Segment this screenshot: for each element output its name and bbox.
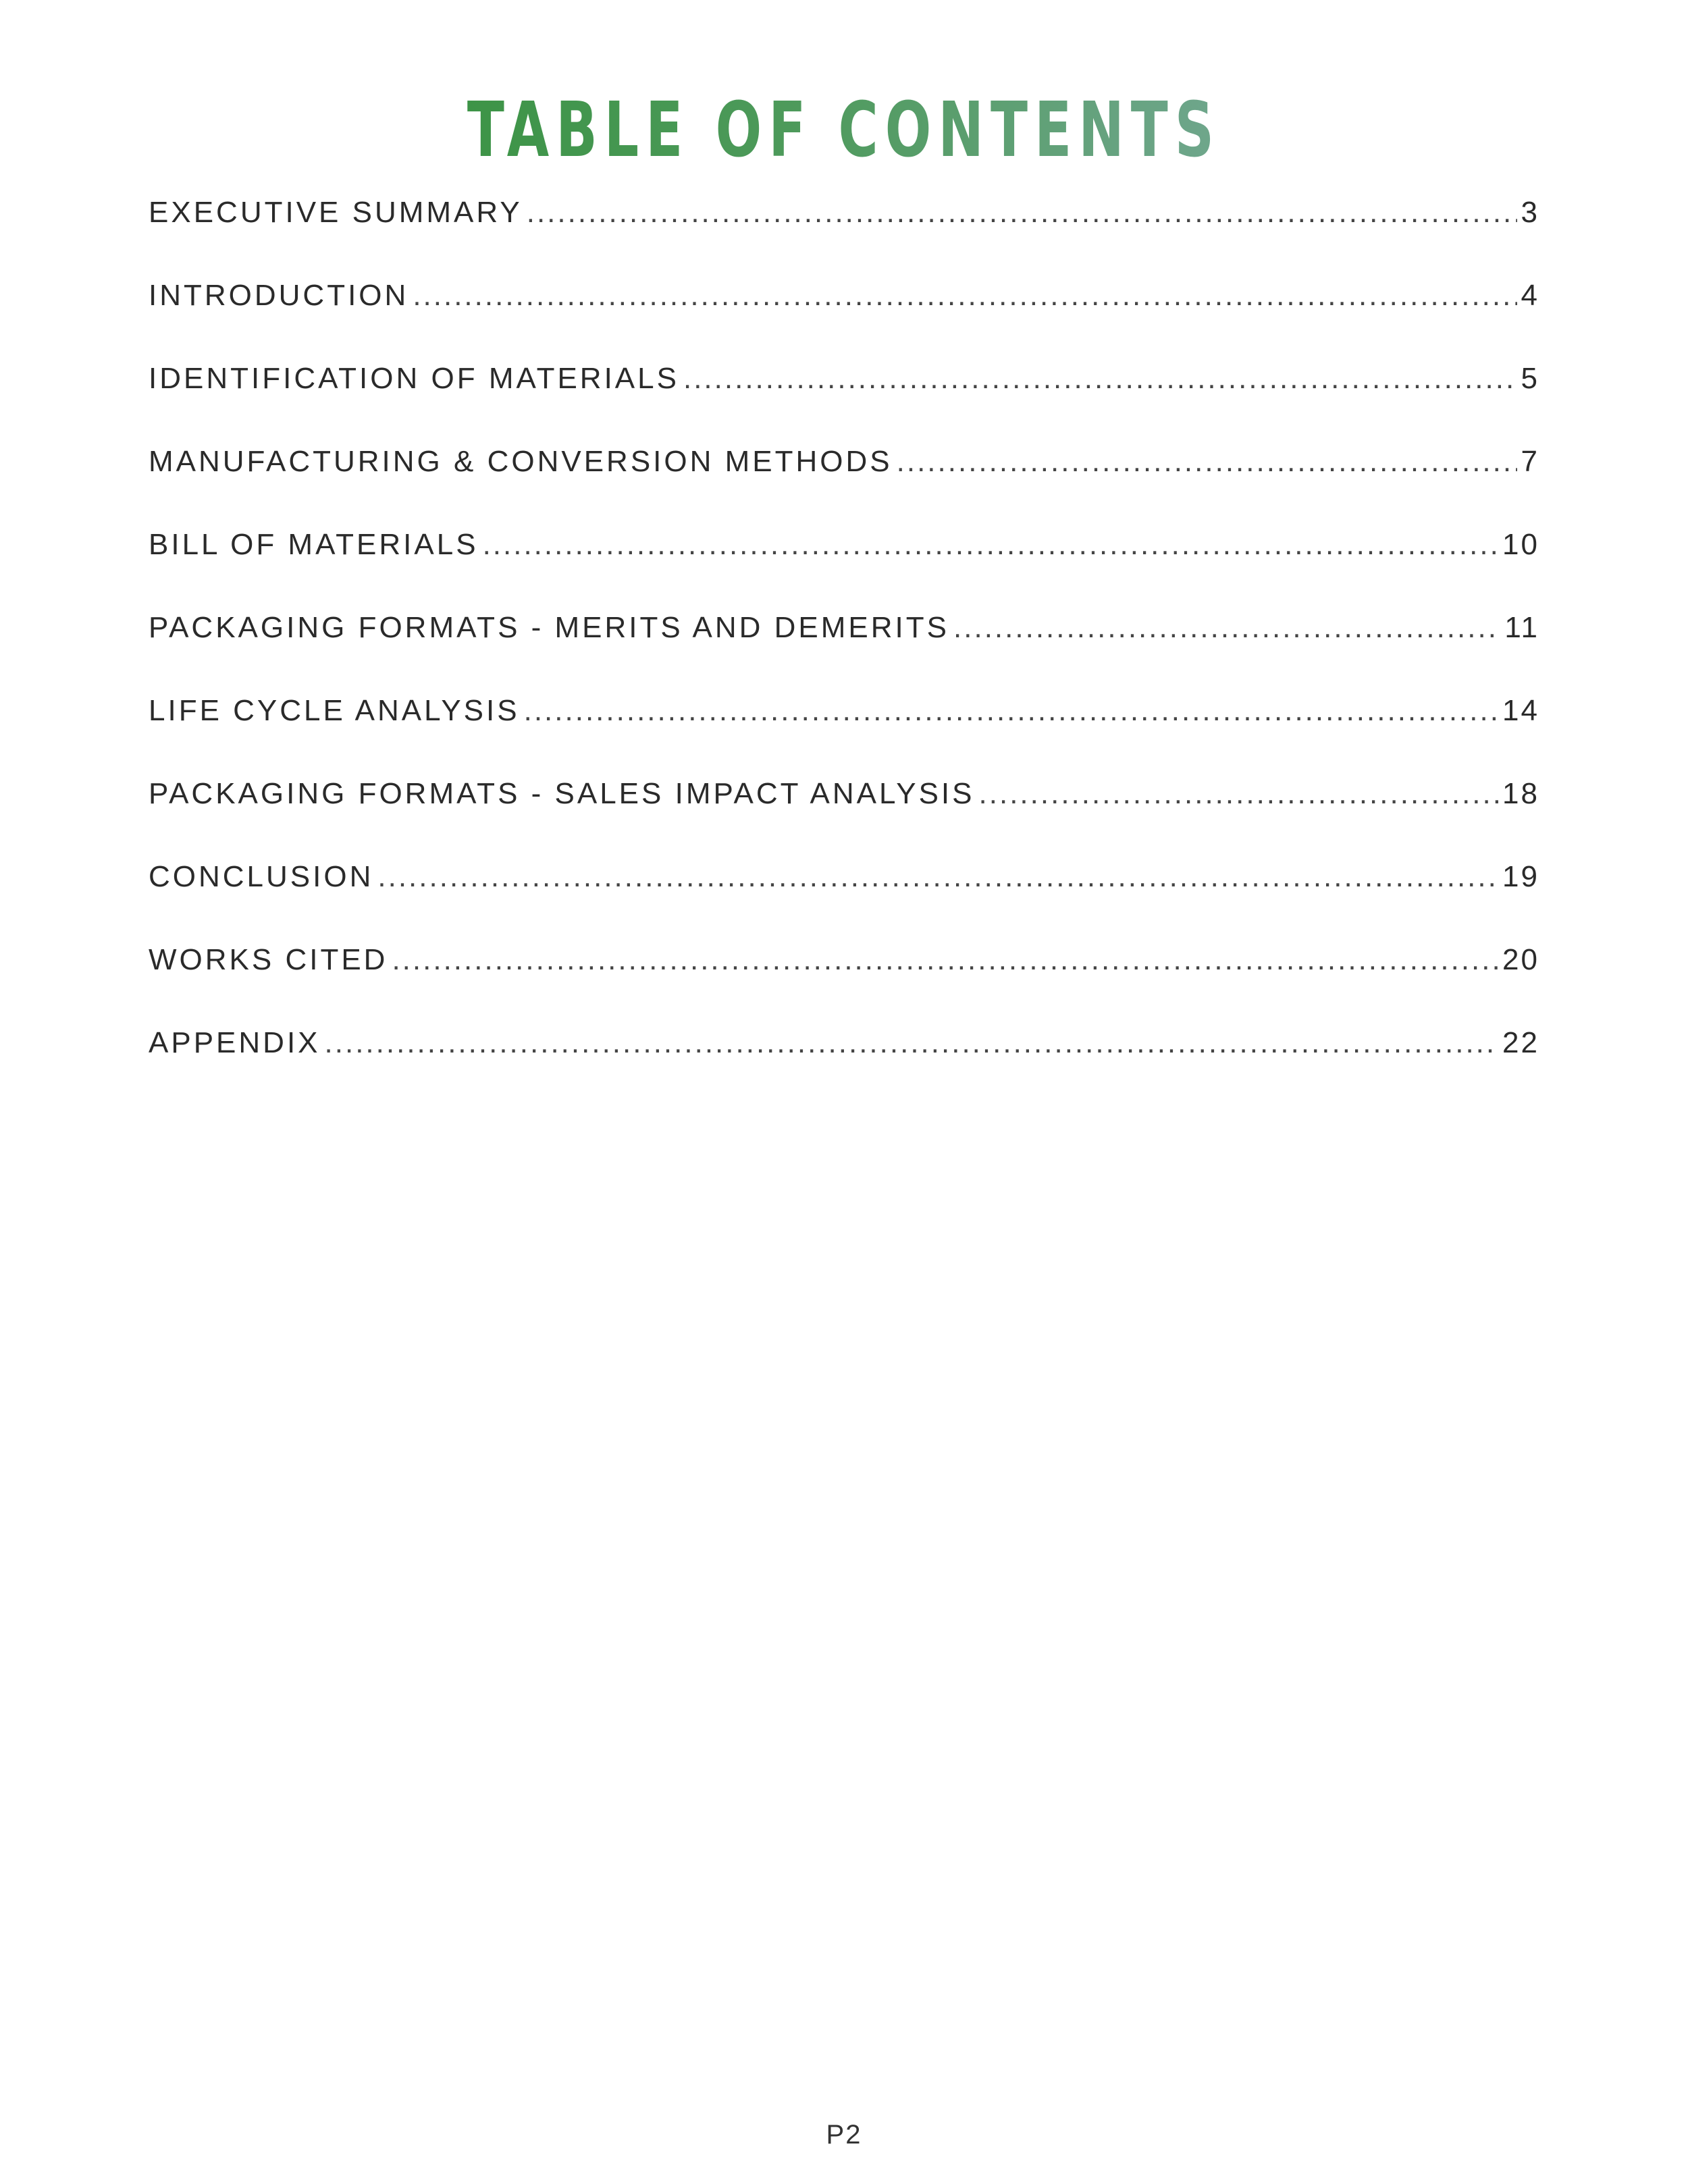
toc-entry-label: INTRODUCTION (149, 279, 409, 312)
toc-entry-introduction[interactable] (149, 272, 1539, 355)
toc-entry-label: CONCLUSION (149, 860, 374, 893)
toc-dot-leader (392, 936, 1498, 984)
toc-dot-leader (524, 687, 1498, 735)
toc-dot-leader (897, 438, 1517, 485)
table-of-contents (149, 189, 1539, 1102)
toc-entry-page: 11 (1504, 611, 1539, 644)
toc-entry-page: 7 (1521, 445, 1539, 478)
toc-entry-page: 20 (1502, 943, 1539, 976)
toc-entry-label: LIFE CYCLE ANALYSIS (149, 694, 520, 727)
toc-entry-label: WORKS CITED (149, 943, 388, 976)
toc-entry-packaging-formats-sales[interactable] (149, 770, 1539, 853)
toc-entry-executive-summary[interactable] (149, 189, 1539, 272)
toc-entry-bill-of-materials[interactable] (149, 521, 1539, 604)
toc-dot-leader (953, 604, 1500, 651)
toc-entry-appendix[interactable] (149, 1019, 1539, 1102)
toc-entry-identification-of-materials[interactable] (149, 355, 1539, 438)
toc-entry-page: 5 (1521, 362, 1539, 395)
page-number: P2 (826, 2120, 862, 2150)
toc-entry-label: MANUFACTURING & CONVERSION METHODS (149, 445, 893, 478)
page-title (236, 86, 1452, 174)
toc-dot-leader (527, 189, 1517, 236)
toc-entry-page: 18 (1502, 777, 1539, 810)
toc-entry-page: 3 (1521, 196, 1539, 229)
toc-entry-manufacturing-conversion-methods[interactable] (149, 438, 1539, 521)
toc-entry-page: 4 (1521, 279, 1539, 312)
toc-entry-label: APPENDIX (149, 1026, 321, 1059)
toc-entry-life-cycle-analysis[interactable] (149, 687, 1539, 770)
toc-entry-packaging-formats-merits[interactable] (149, 604, 1539, 687)
toc-entry-label: EXECUTIVE SUMMARY (149, 196, 523, 229)
toc-entry-label: BILL OF MATERIALS (149, 528, 479, 561)
toc-entry-label: PACKAGING FORMATS - MERITS AND DEMERITS (149, 611, 950, 644)
toc-entry-page: 14 (1502, 694, 1539, 727)
toc-entry-page: 22 (1502, 1026, 1539, 1059)
toc-entry-page: 10 (1502, 528, 1539, 561)
toc-dot-leader (483, 521, 1498, 568)
toc-entry-label: IDENTIFICATION OF MATERIALS (149, 362, 679, 395)
toc-entry-works-cited[interactable] (149, 936, 1539, 1019)
page-title-text: TABLE OF CONTENTS (467, 86, 1221, 174)
toc-entry-label: PACKAGING FORMATS - SALES IMPACT ANALYSIS (149, 777, 975, 810)
toc-entry-page: 19 (1502, 860, 1539, 893)
toc-dot-leader (377, 853, 1498, 901)
toc-dot-leader (979, 770, 1499, 818)
toc-entry-conclusion[interactable] (149, 853, 1539, 936)
toc-dot-leader (683, 355, 1517, 402)
toc-dot-leader (413, 272, 1516, 319)
toc-dot-leader (325, 1019, 1499, 1067)
